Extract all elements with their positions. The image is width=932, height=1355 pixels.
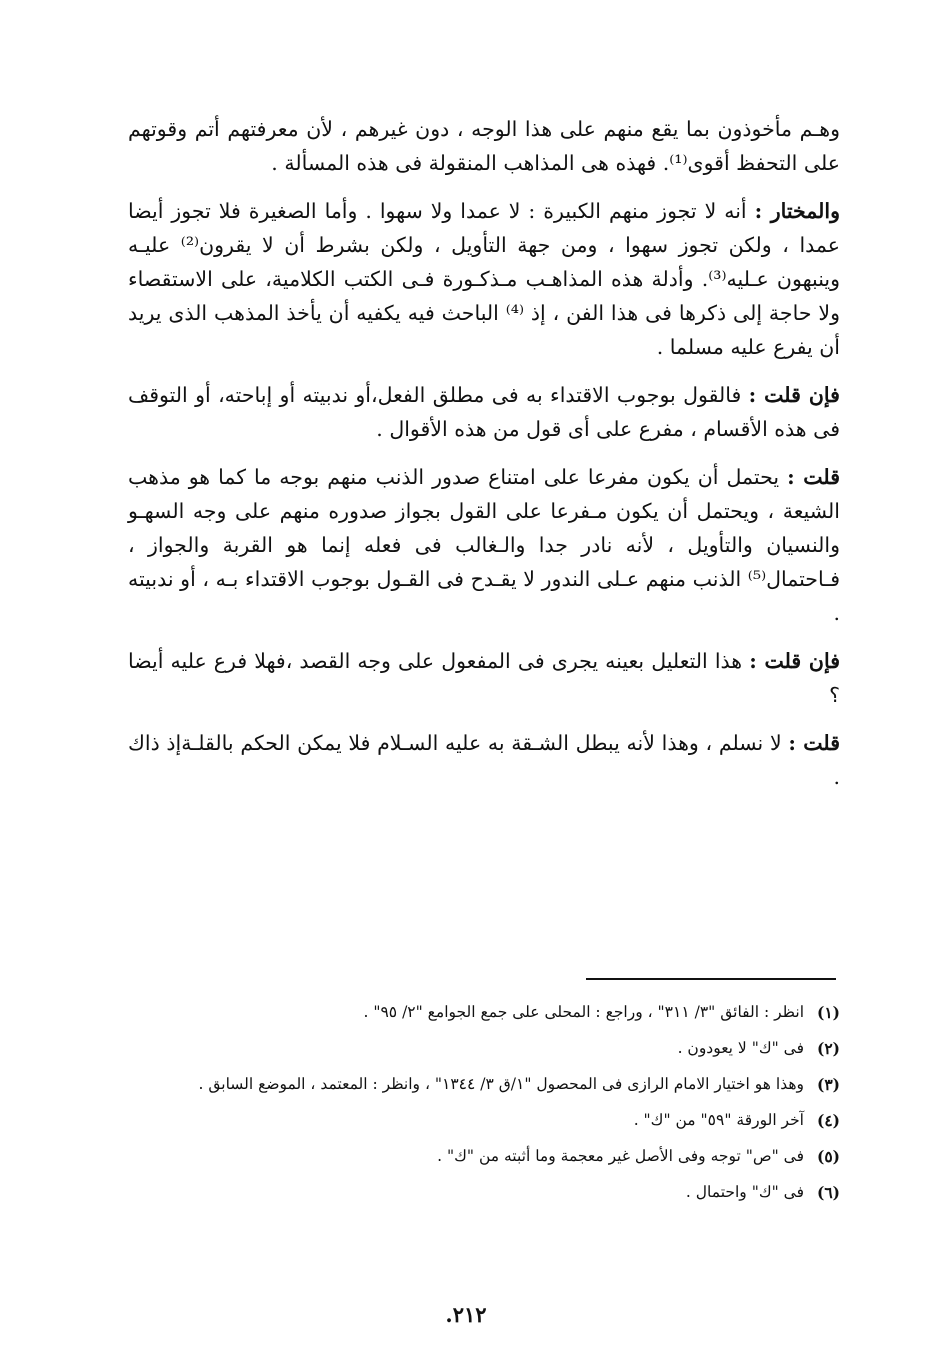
footnote-number: (٢) [816, 1039, 840, 1058]
paragraph-text: أنه لا تجوز منهم الكبيرة : لا عمدا ولا سهوا . وأما الصغيرة فلا تجوز أيضا عمدا ، ولكن تجوز سهوا ، ومن جهة التأويل ، ولكن بشرط أن لا يقرون⁽²⁾ عليـه وينبهون عـليه⁽³⁾. وأدلة هذه المذاهـب مـذكـورة فـى الكتب الكلامية، على الاستقصاء ولا حاجة إلى ذكرها فى هذا الفن ، إذ ⁽⁴⁾ الباحث فيه يكفيه أن يأخذ المذهب الذى يريد أن يفرع عليه مسلما . [128, 199, 840, 359]
footnote-text: وهذا هو اختيار الامام الرازى فى المحصول "١/ق ٣/ ١٣٤٤" ، وانظر : المعتمد ، الموضع السابق . [198, 1075, 804, 1093]
paragraph-lead: قلت : [787, 465, 841, 489]
paragraph-text: فالقول بوجوب الاقتداء به فى مطلق الفعل،أو ندبيته أو إباحته، أو التوقف فى هذه الأقسام ، مفرع على أى قول من هذه الأقوال . [128, 383, 840, 441]
page-number: ٢١٢. [445, 1302, 487, 1327]
footnote-text: آخر الورقة "٥٩" من "ك" . [633, 1111, 804, 1129]
footnote [128, 1180, 840, 1205]
paragraph [128, 194, 840, 364]
paragraph [128, 378, 840, 446]
footnote [128, 1072, 840, 1097]
footnote-number: (١) [816, 1003, 840, 1022]
footnote-text: فى "ص" توجه وفى الأصل غير معجمة وما أثبته من "ك" . [437, 1147, 804, 1165]
footnote-number: (٦) [816, 1183, 840, 1202]
footnote-text: انظر : الفائق "٣/ ٣١١" ، وراجع : المحلى على جمع الجوامع "٢/ ٩٥" . [363, 1003, 804, 1021]
main-text-body [128, 112, 840, 808]
paragraph-text: لا نسلم ، وهذا لأنه يبطل الشـقة به عليه السـلام فلا يمكن الحكم بالقلـةإذ ذاك . [128, 731, 840, 789]
paragraph-text: وهـم مأخوذون بما يقع منهم على هذا الوجه ، دون غيرهم ، لأن معرفتهم أتم وقوتهم على التحفظ أقوى⁽¹⁾. فهذه هى المذاهب المنقولة فى هذه المسألة . [128, 117, 840, 175]
paragraph-lead: فإن قلت : [748, 383, 840, 407]
footnote-number: (٤) [816, 1111, 840, 1130]
footnote-divider [586, 978, 836, 980]
paragraph-text: هذا التعليل بعينه يجرى فى المفعول على وجه القصد ،فهلا فرع عليه أيضا ؟ [128, 649, 840, 707]
footnotes [128, 1000, 840, 1216]
paragraph [128, 644, 840, 712]
paragraph-lead: والمختار : [754, 199, 840, 223]
footnote [128, 1144, 840, 1169]
footnote-text: فى "ك" واحتمال . [685, 1183, 804, 1201]
paragraph-text: يحتمل أن يكون مفرعا على امتناع صدور الذنب منهم بوجه ما كما هو مذهب الشيعة ، ويحتمل أن يكون مـفرعا على القول بجواز صدوره منهم على وجه السهـو والنسيان والتأويل ، لأنه نادر جدا والـغالب فى فعله إنما هو القربة والجواز ، فـاحتمال⁽⁵⁾ الذنب منهم عـلى الندور لا يقـدح فى القـول بوجوب الاقتداء بـه ، أو ندبيته . [128, 465, 840, 625]
paragraph-lead: قلت : [788, 731, 841, 755]
paragraph [128, 112, 840, 180]
paragraph [128, 726, 840, 794]
paragraph-lead: فإن قلت : [749, 649, 840, 673]
paragraph [128, 460, 840, 630]
footnote [128, 1036, 840, 1061]
footnote [128, 1000, 840, 1025]
footnote-number: (٥) [816, 1147, 840, 1166]
footnote [128, 1108, 840, 1133]
footnote-number: (٣) [816, 1075, 840, 1094]
footnote-text: فى "ك" لا يعودون . [677, 1039, 804, 1057]
